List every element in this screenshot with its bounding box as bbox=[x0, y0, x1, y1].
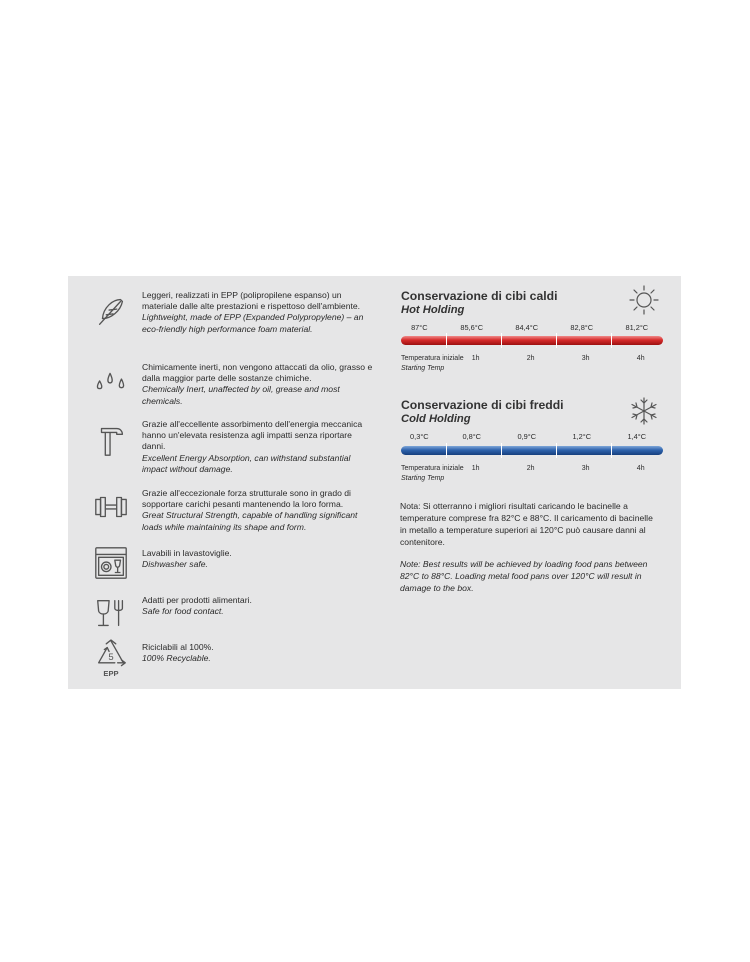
feature-text-en: Safe for food contact. bbox=[142, 606, 224, 617]
hot-temp-label: 84,4°C bbox=[515, 323, 539, 332]
cold-temp-label: 0,8°C bbox=[462, 432, 482, 441]
feature-text-en: Dishwasher safe. bbox=[142, 559, 208, 570]
feature-text-en: Excellent Energy Absorption, can withstand substantial impact without damage. bbox=[142, 452, 351, 474]
feature-text-it: Lavabili in lavastoviglie. bbox=[142, 548, 232, 558]
cold-time-label: 2h bbox=[526, 465, 535, 472]
feature-text-it: Adatti per prodotti alimentari. bbox=[142, 595, 252, 605]
feature-text-en: 100% Recyclable. bbox=[142, 653, 211, 664]
cold-holding-subtitle: Cold Holding bbox=[401, 413, 471, 425]
cold-starting-temp: Starting Temp bbox=[401, 475, 445, 482]
hot-holding-subtitle: Hot Holding bbox=[401, 304, 465, 316]
cold-temp-label: 0,9°C bbox=[517, 432, 537, 441]
features-panel bbox=[68, 276, 681, 689]
cold-temp-label: 1,4°C bbox=[627, 432, 647, 441]
feather-icon bbox=[92, 292, 130, 330]
feature-text-it: Riciclabili al 100%. bbox=[142, 642, 214, 652]
cold-temp-label: 1,2°C bbox=[572, 432, 592, 441]
hammer-icon bbox=[92, 421, 130, 459]
cold-temps bbox=[401, 432, 663, 442]
recycle-number: 5 bbox=[108, 651, 114, 663]
recycle-label: EPP bbox=[103, 669, 119, 679]
cold-time-label: 4h bbox=[636, 465, 645, 472]
feature-text-it: Grazie all'eccezionale forza strutturale sono in grado di sopportare carichi pesanti mantenendo la loro forma. bbox=[142, 488, 351, 510]
food-safe-icon bbox=[92, 595, 130, 633]
hot-temp-bar bbox=[401, 336, 663, 345]
feature-text-it: Grazie all'eccellente assorbimento dell'energia meccanica hanno un'elevata resistenza agli impatti senza riportare danni. bbox=[142, 419, 363, 452]
hot-time-label: 2h bbox=[526, 355, 535, 362]
hot-times bbox=[401, 355, 663, 365]
feature-text-en: Lightweight, made of EPP (Expanded Polypropylene) – an eco-friendly high performance foam material. bbox=[142, 312, 364, 334]
cold-time-label: 1h bbox=[471, 465, 480, 472]
cold-holding-title: Conservazione di cibi freddi bbox=[401, 398, 564, 412]
cold-times bbox=[401, 465, 663, 475]
drops-icon bbox=[92, 362, 130, 400]
hot-time-label: 1h bbox=[471, 355, 480, 362]
note-english: Note: Best results will be achieved by loading food pans between 82°C to 88°C. Loading metal food pans over 120°C will result in damage to the box. bbox=[400, 559, 648, 593]
feature-text-en: Chemically Inert, unaffected by oil, grease and most chemicals. bbox=[142, 384, 340, 406]
hot-starting-temp: Starting Temp bbox=[401, 365, 445, 372]
hot-start-label: Temperatura iniziale bbox=[401, 355, 464, 362]
hot-temp-label: 87°C bbox=[411, 323, 428, 332]
hot-temps bbox=[401, 323, 663, 333]
cold-temp-label: 0,3°C bbox=[410, 432, 429, 441]
hot-time-label: 4h bbox=[636, 355, 645, 362]
hot-temp-label: 85,6°C bbox=[460, 323, 484, 332]
sun-icon bbox=[628, 284, 660, 316]
cold-temp-bar bbox=[401, 446, 663, 455]
hot-temp-label: 82,8°C bbox=[570, 323, 594, 332]
note-italian: Nota: Si otterranno i migliori risultati caricando le bacinelle a temperature comprese fra 82°C e 88°C. Il caricamento di bacinelle in metallo a temperature superiori ai 120°C può causare danni al contenitore. bbox=[400, 501, 653, 547]
dishwasher-icon bbox=[92, 544, 130, 582]
feature-text-en: Great Structural Strength, capable of handling significant loads while maintaining its shape and form. bbox=[142, 510, 358, 532]
feature-text-it: Chimicamente inerti, non vengono attaccati da olio, grasso e dalla maggior parte delle sostanze chimiche. bbox=[142, 362, 373, 384]
dumbbell-icon bbox=[92, 488, 130, 526]
hot-time-label: 3h bbox=[581, 355, 590, 362]
hot-holding-title: Conservazione di cibi caldi bbox=[401, 289, 558, 303]
snowflake-icon bbox=[628, 395, 660, 427]
cold-time-label: 3h bbox=[581, 465, 590, 472]
cold-start-label: Temperatura iniziale bbox=[401, 465, 464, 472]
recycle-icon bbox=[92, 638, 130, 680]
feature-text-it: Leggeri, realizzati in EPP (polipropilene espanso) un materiale dalle alte prestazioni e rispettoso dell'ambiente. bbox=[142, 290, 361, 312]
hot-temp-label: 81,2°C bbox=[625, 323, 649, 332]
